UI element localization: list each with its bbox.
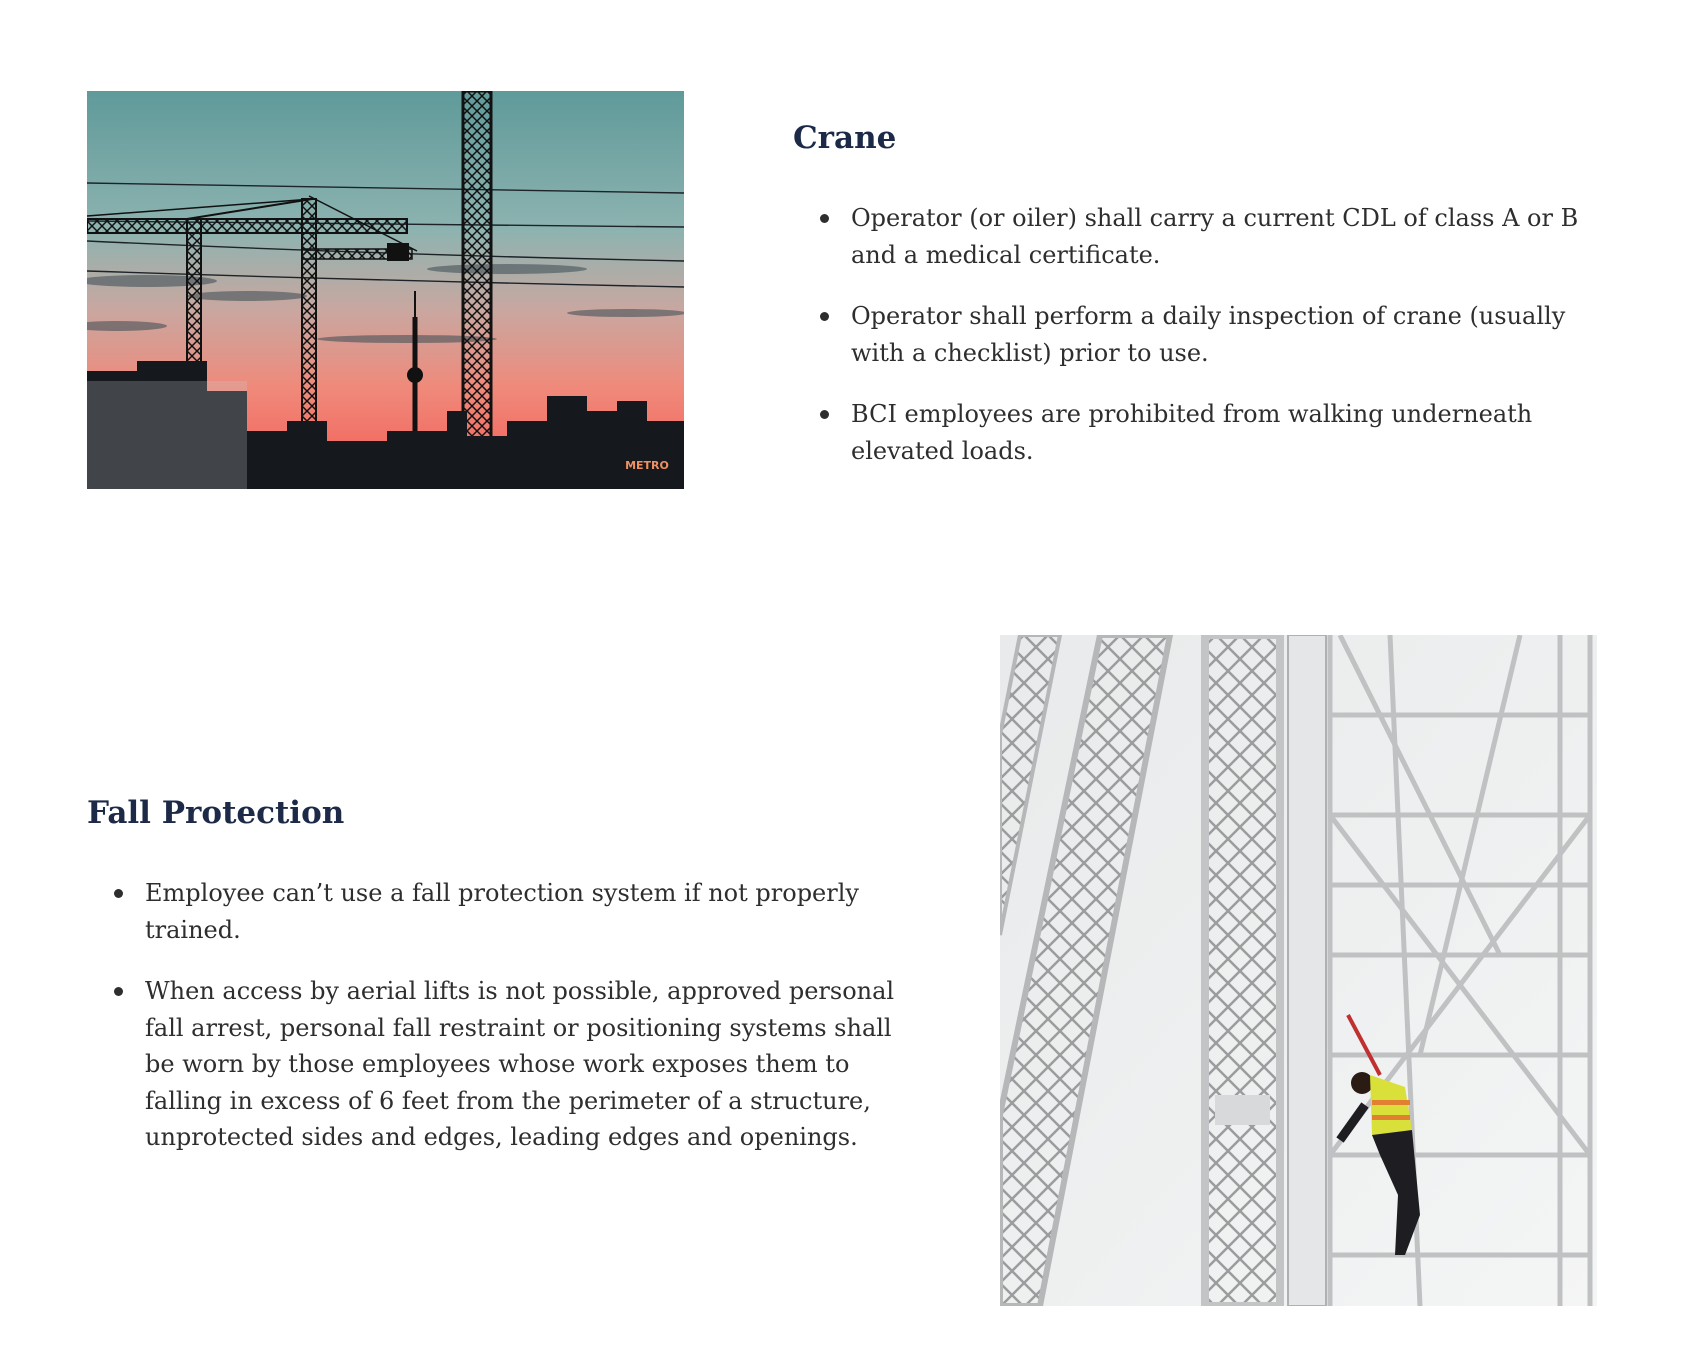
- worker-climbing-scaffold-photo: [1000, 635, 1597, 1306]
- fall-protection-bullet-list: [87, 875, 897, 1156]
- crane-skyline-photo: [87, 91, 684, 489]
- fall-protection-heading: Fall Protection: [87, 795, 345, 831]
- crane-bullet-list: [793, 200, 1603, 469]
- fall-bullet-arrest-systems: When access by aerial lifts is not possible, approved personal fall arrest, personal fall restraint or positioning systems shall be worn by those employees whose work exposes them to falling in excess of 6 feet from the perimeter of a structure, unprotected sides and edges, leading edges and openings.: [87, 973, 897, 1156]
- metro-sign: METRO: [625, 459, 669, 472]
- crane-bullet-elevated-loads: BCI employees are prohibited from walking underneath elevated loads.: [793, 396, 1603, 469]
- fall-bullet-training: Employee can’t use a fall protection system if not properly trained.: [87, 875, 897, 948]
- crane-heading: Crane: [793, 120, 897, 156]
- fall-protection-section: [87, 793, 897, 1181]
- crane-bullet-cdl: Operator (or oiler) shall carry a current CDL of class A or B and a medical certificate.: [793, 200, 1603, 273]
- crane-bullet-inspection: Operator shall perform a daily inspection of crane (usually with a checklist) prior to use.: [793, 298, 1603, 371]
- crane-section: [793, 118, 1603, 494]
